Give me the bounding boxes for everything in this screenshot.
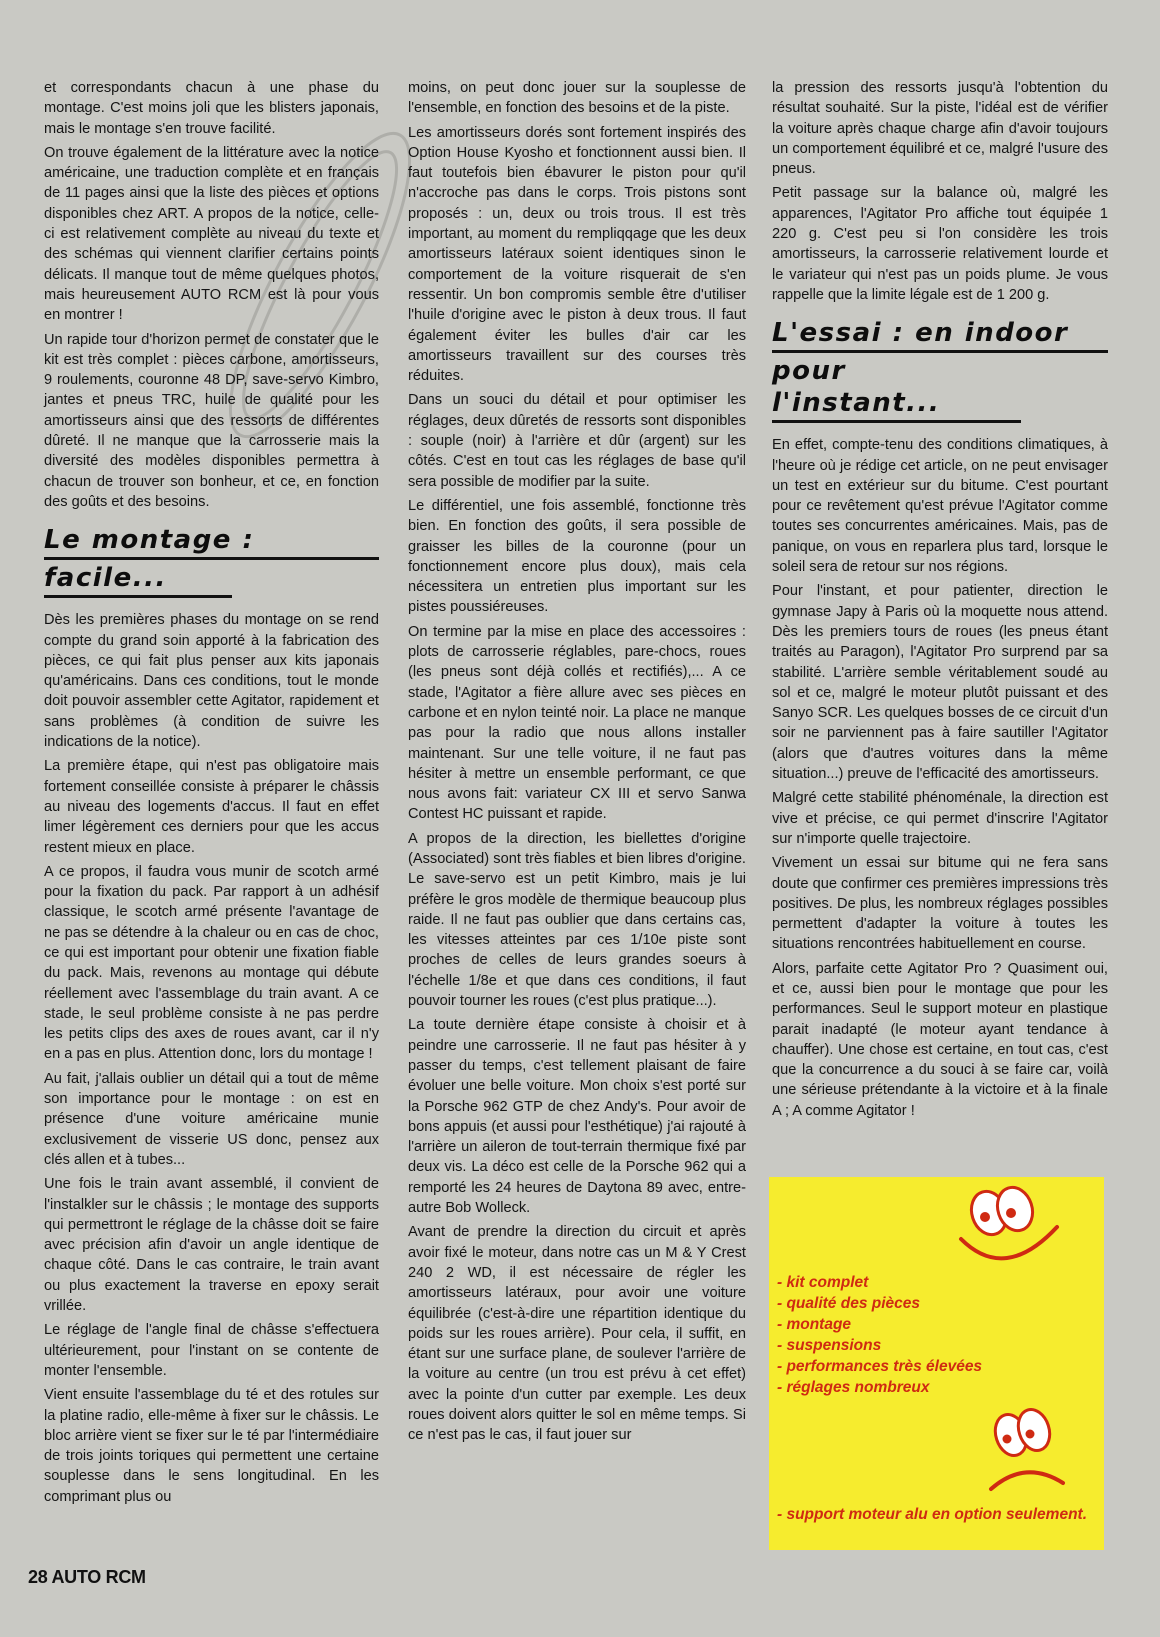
- paragraph: Le différentiel, une fois assemblé, fonctionne très bien. En fonction des goûts, il sera possible de graisser les billes de la couronne (pour un fonctionnement encore plus doux), mais cela nécessitera un entretien plus important sur les pistes poussiéreuses.: [408, 497, 746, 616]
- paragraph: A ce propos, il faudra vous munir de scotch armé pour la fixation du pack. Par rapport à un adhésif classique, le scotch armé présente l'avantage de ne pas se détendre à la chaleur ou en cas de choc, ce qui est important pour obtenir une fixation fiable du pack. Mais, revenons au montage qui débute réellement avec l'assemblage du train avant. A ce stade, le seul problème consiste à ne pas perdre les petits clips des axes de roues avant, car il n'y en a pas en plus. Attention donc, lors du montage !: [44, 863, 379, 1063]
- paragraph: Une fois le train avant assemblé, il convient de l'instalkler sur le châssis ; le montage des supports qui permettront le réglage de la châsse doit se faire avec précision afin d'avoir un angle identique de chaque côté. Dans le cas contraire, le train avant ou plus exactement la traverse en epoxy serait vrillée.: [44, 1176, 379, 1315]
- paragraph: Le réglage de l'angle final de châsse s'effectuera ultérieurement, pour l'instant on se contente de monter l'ensemble.: [44, 1322, 379, 1379]
- page-number: 28: [28, 1567, 48, 1587]
- paragraph: On trouve également de la littérature avec la notice américaine, une traduction complète et en français de 11 pages ainsi que la liste des pièces et options disponibles chez ART. A propos de la notice, celle-ci est relativement complète au niveau du texte et des schémas qui viennent clarifier certains points délicats. Il manque tout de même quelques photos, mais heureusement AUTO RCM est là pour vous en montrer !: [44, 144, 379, 324]
- con-item: - support moteur alu en option seulement.: [777, 1506, 1088, 1523]
- pro-item: - montage: [777, 1316, 852, 1333]
- paragraph: En effet, compte-tenu des conditions climatiques, à l'heure où je rédige cet article, on ne peut envisager un test en extérieur sur du bitume. C'est pourtant pour ce revêtement qu'est prévue l'Agitator comme toutes ses concurrentes américaines. Mais, pas de panique, on vous en reparlera plus tard, lorsque le soleil sera de retour sur nos régions.: [772, 437, 1108, 576]
- pro-item: - qualité des pièces: [777, 1295, 920, 1312]
- paragraph: Vient ensuite l'assemblage du té et des rotules sur la platine radio, elle-même à fixer sur le châssis. Le bloc arrière vient se fixer sur le té par l'intermédiaire de trois joints toriques qui permettent une certaine souplesse dans le sens longitudinal. En les comprimant plus ou: [44, 1387, 379, 1505]
- pro-item: - performances très élevées: [777, 1358, 983, 1375]
- paragraph: Dès les premières phases du montage on se rend compte du grand soin apporté à la fabrication des pièces, ce qui fait plus penser aux kits japonais qu'américains. Dans ces conditions, tout le monde doit pouvoir assembler cette Agitator, rapidement et sans problèmes (à condition de suivre les indications de la notice).: [44, 612, 379, 751]
- paragraph: Avant de prendre la direction du circuit et après avoir fixé le moteur, dans notre cas un M & Y Crest 240 2 WD, il est nécessaire de régler les amortisseurs latéraux, pour avoir une voiture équilibrée (c'est-à-dire une répartition identique du poids sur les roues arrière). Pour cela, il suffit, en étant sur une surface plane, de soulever l'arrière de la voiture au centre (un trou est prévu à cet effet) avec la pointe d'un cutter par exemple. Les deux roues doivent alors quitter le sol en même temps. Si ce n'est pas le cas, il faut jouer sur: [408, 1224, 746, 1444]
- paragraph: Dans un souci du détail et pour optimiser les réglages, deux dûretés de ressorts sont disponibles : souple (noir) à l'arrière et dûr (argent) sur les côtés. C'est en tout cas les réglages de base qu'il sera possible de modifier par la suite.: [408, 392, 746, 490]
- paragraph: Petit passage sur la balance où, malgré les apparences, l'Agitator Pro affiche tout équipée 1 220 g. C'est peu si l'on considère les trois amortisseurs, la carrosserie relativement lourde et le variateur qui n'est pas un poids plume. Je vous rappelle que la limite légale est de 1 200 g.: [772, 185, 1108, 303]
- sad-face-icon: [981, 1403, 1071, 1497]
- paragraph: Malgré cette stabilité phénoménale, la direction est vive et précise, ce qui permet d'inscrire l'Agitator sur n'importe quelle trajectoire.: [772, 790, 1108, 847]
- magazine-name: AUTO RCM: [51, 1567, 146, 1587]
- paragraph: A propos de la direction, les biellettes d'origine (Associated) sont très fiables et bien libres d'origine. Le save-servo est un petit Kimbro, mais je lui préfère le gros modèle de thermique beaucoup plus raide. Il ne faut pas oublier que dans certains cas, les vitesses atteintes par ces 1/10e piste sont proches de celles de leurs grandes soeurs à l'échelle 1/8e et que dans ces conditions, il faut pouvoir tourner les roues (c'est plus pratique...).: [408, 830, 746, 1010]
- pros-list: [777, 1272, 982, 1398]
- heading-line: Le montage :: [44, 524, 379, 560]
- paragraph: moins, on peut donc jouer sur la souplesse de l'ensemble, en fonction des besoins et de la piste.: [408, 80, 746, 117]
- heading-line: facile...: [44, 562, 232, 598]
- paragraph: Alors, parfaite cette Agitator Pro ? Quasiment oui, et ce, aussi bien pour le montage que pour les performances. Seul le support moteur en plastique parait inadapté (le moteur ayant tendance à chauffer). Une chose est certaine, en tout cas, c'est que la concurrence a du souci à se faire car, voilà une sérieuse prétendante à la victoire et à la finale A ; A comme Agitator !: [772, 960, 1108, 1119]
- paragraph: Pour l'instant, et pour patienter, direction le gymnase Japy à Paris où la moquette nous attend. Dès les premiers tours de roues (les pneus étant traités au Paragon), l'Agitator Pro surprend par sa stabilité. L'arrière semble véritablement soudé au sol et ce, malgré le moteur plutôt puissant et des Sanyo SCR. Les quelques bosses de ce circuit d'un soir ne parviennent pas à faire sautiller l'Agitator (alors que d'autres voitures dans la même situation...) preuve de l'efficacité des amortisseurs.: [772, 583, 1108, 783]
- paragraph: Un rapide tour d'horizon permet de constater que le kit est très complet : pièces carbone, amortisseurs, 9 roulements, couronne 48 DP, save-servo Kimbro, jantes et pneus TRC, huile de qualité pour les amortisseurs ainsi que des ressorts de différentes dûreté. Il ne manque que la carrosserie mais la diversité des modèles disponibles permettra à chacun de trouver son bonheur, et ce, en fonction des goûts et des besoins.: [44, 331, 379, 510]
- pro-item: - réglages nombreux: [777, 1379, 930, 1396]
- heading-line: L'essai : en indoor: [772, 317, 1108, 353]
- paragraph: et correspondants chacun à une phase du montage. C'est moins joli que les blisters japonais, mais le montage s'en trouve facilité.: [44, 80, 379, 137]
- happy-face-icon: [955, 1183, 1067, 1267]
- article-column-2: [408, 78, 746, 1450]
- pro-item: - kit complet: [777, 1274, 869, 1291]
- paragraph: Au fait, j'allais oublier un détail qui a tout de même son importance pour le montage : on est en présence d'une voiture américaine munie exclusivement de visserie US donc, pensez aux clés allen et à tubes...: [44, 1070, 379, 1168]
- heading-line: pour l'instant...: [772, 355, 1021, 423]
- page-footer: [28, 1567, 146, 1588]
- paragraph: Vivement un essai sur bitume qui ne fera sans doute que confirmer ces premières impressions très positives. De plus, les nombreux réglages possibles permettent d'adapter la voiture à toutes les situations rencontrées habituellement en course.: [772, 855, 1108, 953]
- pro-item: - suspensions: [777, 1337, 882, 1354]
- paragraph: La toute dernière étape consiste à choisir et à peindre une carrosserie. Il ne faut pas hésiter à y passer du temps, c'est tellement plaisant de faire évoluer une belle voiture. Mon choix s'est porté sur la Porsche 962 GTP de chez Andy's. Pour avoir de bons appuis (et aussi pour l'esthétique) j'ai rajouté à l'arrière un aileron de tout-terrain thermique fixé par deux vis. La déco est celle de la Porsche 962 qui a remporté les 24 heures de Daytona 89 avec, entre-autre Bob Wolleck.: [408, 1017, 746, 1217]
- verdict-box: [769, 1177, 1104, 1550]
- paragraph: La première étape, qui n'est pas obligatoire mais fortement conseillée consiste à préparer le châssis au niveau des logements d'accus. Il faut en effet limer légèrement ces derniers pour que les accus restent mieux en place.: [44, 758, 379, 856]
- section-heading-montage: [44, 524, 379, 598]
- article-column-1: [44, 78, 379, 1511]
- article-column-3: [772, 78, 1108, 1125]
- section-heading-essai: [772, 317, 1108, 423]
- paragraph: la pression des ressorts jusqu'à l'obtention du résultat souhaité. Sur la piste, l'idéal est de vérifier la voiture après chaque charge afin d'avoir toujours un comportement équilibré et ce, malgré l'usure des pneus.: [772, 80, 1108, 178]
- paragraph: On termine par la mise en place des accessoires : plots de carrosserie réglables, pare-chocs, roues (les pneus sont déjà collés et rectifiés),... A ce stade, l'Agitator a fière allure avec ses pièces en carbone et en nylon teinté noir. La place ne manque pas pour la radio que nous allons installer maintenant. Sur une telle voiture, il ne faut pas hésiter à mettre un ensemble performant, ce que nous avons fait: variateur CX III et servo Sanwa Contest HC puissant et rapide.: [408, 623, 746, 823]
- paragraph: Les amortisseurs dorés sont fortement inspirés des Option House Kyosho et fonctionnent aussi bien. Il faut toutefois bien ébavurer le piston pour qu'il n'accroche pas dans le corps. Trois pistons sont proposés : un, deux ou trois trous. Il est très important, au moment du rempliqqage que les deux amortisseurs latéraux soient identiques sinon le comportement de la voiture risquerait de s'en ressentir. Un bon compromis semble être d'utiliser l'huile d'origine avec le piston à deux trous. Il faut également éviter les bulles d'air car les amortisseurs travaillent sur des courses très réduites.: [408, 124, 746, 385]
